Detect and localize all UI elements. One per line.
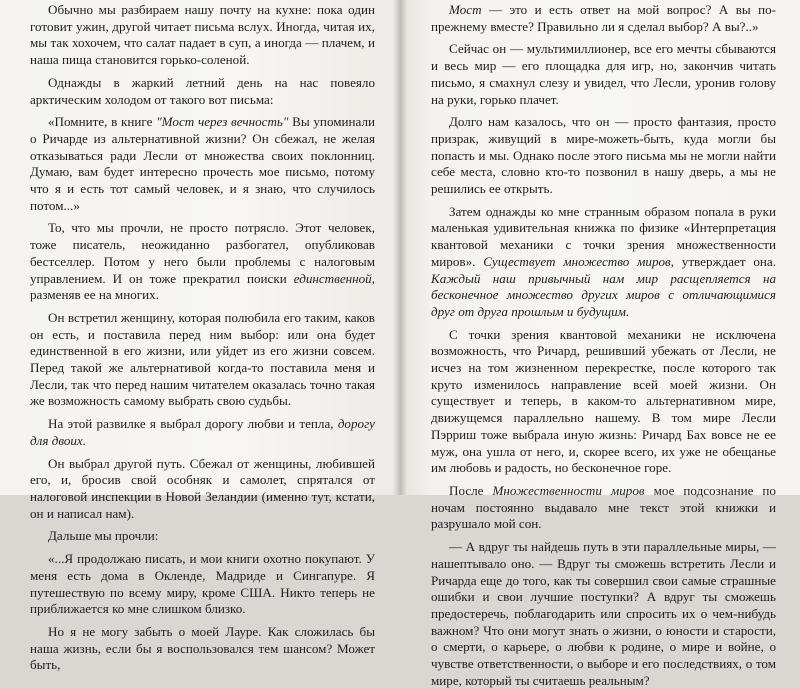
paragraph [30,416,375,449]
italic-text: единственной [293,270,372,286]
text-run: — А вдруг ты найдешь путь в эти параллельные миры, — нашептывало оно. — Вдруг ты сможешь встретить Лесли и Ричарда еще до того, как ты совершил свои самые страшные ошибки и свои лучшие поступки? А вдруг ты сможешь предостеречь, поблагодарить или спросить их о чем-нибудь важном? Что они могут знать о жизни, о юности и старости, о смерти, о карьере, о любви к родине, о мире и войне, о чувстве ответственности, о выборе и его последствиях, о том мире, который ты считаешь реальным? [431,539,776,688]
paragraph [431,41,776,108]
text-run: — это и есть ответ на мой вопрос? А вы по-прежнему вместе? Правильно ли я сделал выбор? А вы?..» [431,2,776,34]
text-run: мое подсознание по ночам постоянно выдавало мне текст этой книжки и разрушало мой сон. [431,482,776,532]
italic-text: Каждый наш привычный нам мир расщепляется на бесконечное множество других миров с отличающимися друг от друга прошлым и будущим. [431,270,776,319]
left-page [0,0,400,673]
paragraph [431,483,776,533]
text-run: То, что мы прочли, не просто потрясло. Этот человек, тоже писатель, неожиданно разбогател, опубликовав бестселлер. Потом у него были проблемы с налоговым управлением. И он тоже прекратил поиски [30,220,375,286]
text-run: Но я не могу забыть о моей Лауре. Как сложилась бы наша жизнь, если бы я воспользовался тем шансом? Может быть, [30,623,375,673]
text-run: Дальше мы прочли: [48,528,159,544]
text-run: На этой развилке я выбрал дорогу любви и тепла, [48,416,338,432]
paragraph [30,2,375,69]
text-run: Вы упоминали о Ричарде из альтернативной жизни? Он сбежал, не желая отказываться ради Лесли от множества своих поклонниц. Думаю, вам будет интересно прочесть мое письмо, потому что я и есть тот самый человек, и я знаю, что случилось потом...» [30,114,376,213]
text-run: Он встретил женщину, которая полюбила его таким, каков он есть, и поставила перед ним выбор: или она будет единственной в его жизни, или уйдет из его жизни совсем. Перед такой же альтернативой когда-то поставила меня и Лесли, так что перед нашим читателем оказалась точно такая же возможность самому выбрать свою судьбы. [30,309,375,409]
text-run: Однажды в жаркий летний день на нас повеяло арктическим холодом от такого вот письма: [30,74,375,107]
italic-text: "Мост через вечность" [156,114,289,130]
italic-text: Существует множество миров [483,253,671,269]
paragraph [30,456,375,523]
italic-text: дорогу для двоих. [30,416,375,448]
text-run: Обычно мы разбираем нашу почту на кухне: пока один готовит ужин, другой читает письма вслух. Иногда, читая их, мы так хохочем, что салат падает в суп, а иногда — плачем, и наша пища становится горько-соленой. [30,2,375,68]
text-run: , утверждает она. [670,253,776,269]
paragraph [431,204,776,321]
text-run: С точки зрения квантовой механики не исключена возможность, что Ричард, решивший убежать от Лесли, не исчез на том жизненном перекрестке, после которого так круто изменилось направление всей моей жизни. Он существует и теперь, в каком-то альтернативном мире, движущемся параллельно нашему. В том мире Лесли Пэрриш тоже выбрала иную жизнь: Ричард Бах вовсе не ее муж, она ушла от него, и, скорее всего, их уже не обещанье им любовь и радость, но бесконечное горе. [431,326,776,476]
text-run: Он выбрал другой путь. Сбежал от женщины, любившей его, и, бросив свой особняк и самолет, спрятался от налоговой инспекции в Новой Зеландии (именно тут, кстати, он и написал нам). [30,455,375,521]
paragraph [30,75,375,108]
paragraph [431,327,776,477]
paragraph [431,539,776,689]
italic-text: Мост [449,2,482,17]
italic-text: Множественности миров [492,482,645,498]
right-page-text [431,2,776,689]
text-run: «...Я продолжаю писать, и мои книги охотно покупают. У меня есть дома в Окленде, Мадриде и Сингапуре. Я путешествую по всему миру, кроме США. Никто теперь не приближается ко мне слишком близко. [30,551,375,617]
text-run: Долго нам казалось, что он — просто фантазия, просто призрак, живущий в мире-можеть-быть, куда могли бы попасть и мы. Однако после этого письма мы не могли найти себе места, словно кто-то позвонил в нашу дверь, а мы не решились ее открыть. [431,114,776,197]
paragraph [30,310,375,410]
right-page [400,0,800,688]
text-run: «Помните, в книге [48,114,157,130]
paragraph [431,114,776,198]
paragraph [431,2,776,35]
text-run: , разменяв ее на многих. [30,270,375,303]
text-run: Сейчас он — мультимиллионер, все его мечты сбываются и весь мир — его площадка для игр, но, закончив читать письмо, я смахнул слезу и увидел, что Лесли, уронив голову на руки, горько плачет. [431,41,776,107]
paragraph [30,624,375,674]
paragraph [30,114,375,214]
paragraph [30,528,375,545]
left-page-text [30,2,375,674]
paragraph [30,220,375,304]
text-run: Затем однажды ко мне странным образом попала в руки маленькая удивительная книжка по физике «Интерпретация квантовой механики с точки зрения множественности миров». [431,203,776,269]
text-run: После [449,482,493,498]
paragraph [30,551,375,618]
